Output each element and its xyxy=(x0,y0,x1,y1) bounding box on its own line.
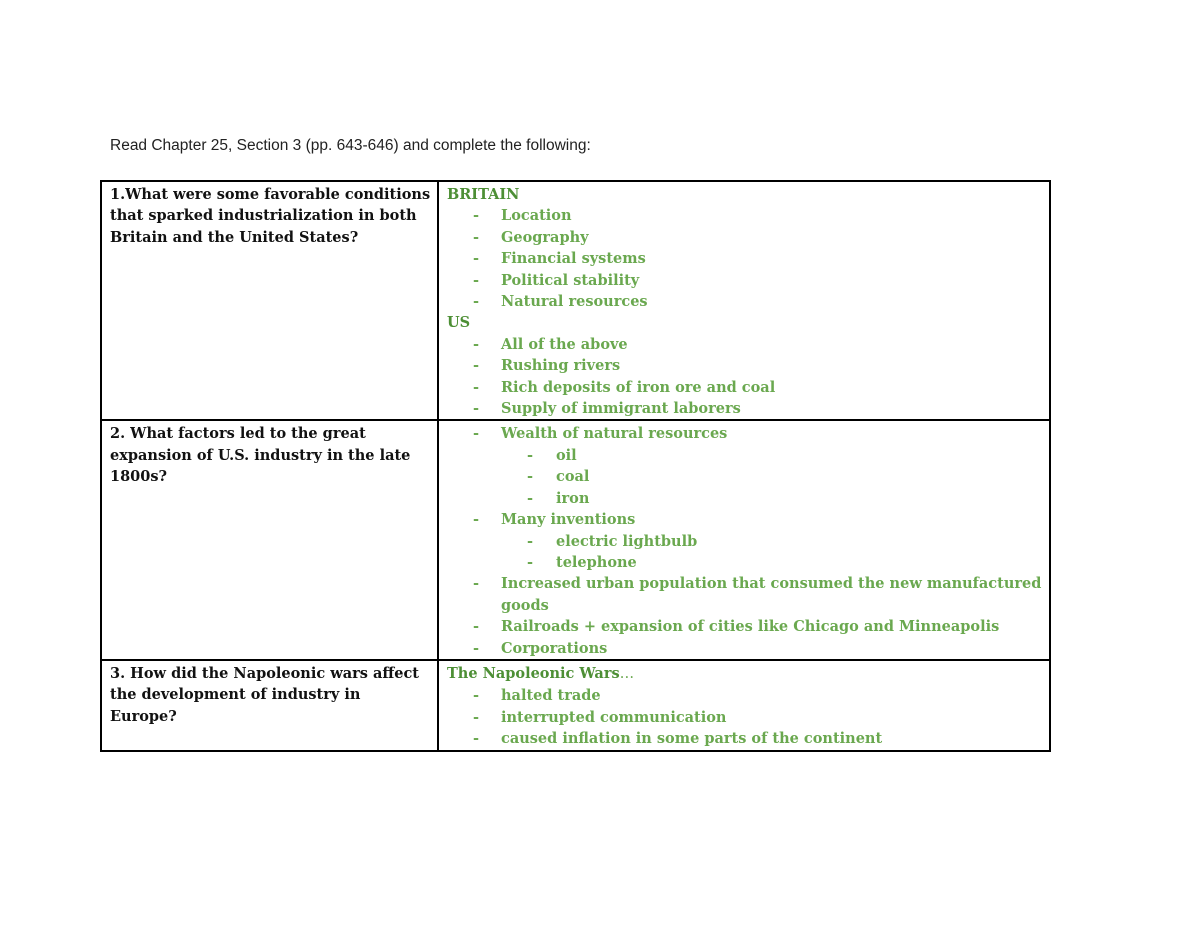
table-row xyxy=(101,420,1050,659)
list-item: - Location xyxy=(447,205,1043,226)
worksheet-table xyxy=(100,180,1051,752)
list-item xyxy=(447,573,1043,616)
question-cell-1: 1.What were some favorable conditions that sparked industrialization in both Britain and the United States? xyxy=(101,181,438,420)
list-item: - Supply of immigrant laborers xyxy=(447,398,1043,419)
item-label: Wealth of natural resources xyxy=(501,425,728,443)
list-item: - caused inflation in some parts of the continent xyxy=(447,728,1043,749)
heading-ellipsis: … xyxy=(619,665,635,682)
list-item: - halted trade xyxy=(447,685,1043,706)
question-cell-3: 3. How did the Napoleonic wars affect the development of industry in Europe? xyxy=(101,660,438,751)
list-item: - interrupted communication xyxy=(447,707,1043,728)
list-item: - Rushing rivers xyxy=(447,355,1043,376)
table-row xyxy=(101,660,1050,751)
list-item xyxy=(447,616,1043,637)
sub-list-item: - electric lightbulb xyxy=(501,531,1043,552)
list-item: - Geography xyxy=(447,227,1043,248)
list-item xyxy=(447,423,1043,509)
napoleonic-heading xyxy=(447,663,1043,685)
item-label: Corporations xyxy=(501,639,608,657)
answer-cell-3 xyxy=(438,660,1050,751)
britain-list xyxy=(447,205,1043,312)
effects-list xyxy=(447,685,1043,749)
sub-list-item: - iron xyxy=(501,488,1043,509)
list-item: - Financial systems xyxy=(447,248,1043,269)
question-cell-2: 2. What factors led to the great expansion of U.S. industry in the late 1800s? xyxy=(101,420,438,659)
sub-list xyxy=(501,531,1043,574)
list-item: - Natural resources xyxy=(447,291,1043,312)
factors-list xyxy=(447,423,1043,658)
answer-cell-2 xyxy=(438,420,1050,659)
sub-list-item: - coal xyxy=(501,466,1043,487)
answer-cell-1 xyxy=(438,181,1050,420)
us-list xyxy=(447,334,1043,420)
list-item: - Political stability xyxy=(447,270,1043,291)
item-label: Increased urban population that consumed the new manufactured goods xyxy=(501,575,1042,614)
sub-list-item: - telephone xyxy=(501,552,1043,573)
us-heading: US xyxy=(447,314,471,332)
sub-list-item: - oil xyxy=(501,445,1043,466)
heading-text: The Napoleonic Wars xyxy=(447,664,620,682)
list-item xyxy=(447,638,1043,659)
sub-list xyxy=(501,445,1043,509)
item-label: Many inventions xyxy=(501,511,636,529)
list-item: - Rich deposits of iron ore and coal xyxy=(447,377,1043,398)
list-item: - All of the above xyxy=(447,334,1043,355)
britain-heading: BRITAIN xyxy=(447,186,520,203)
instructions-text: Read Chapter 25, Section 3 (pp. 643-646) and complete the following: xyxy=(110,137,591,154)
list-item xyxy=(447,509,1043,573)
item-label: Railroads + expansion of cities like Chicago and Minneapolis xyxy=(501,618,1000,636)
table-row xyxy=(101,181,1050,420)
